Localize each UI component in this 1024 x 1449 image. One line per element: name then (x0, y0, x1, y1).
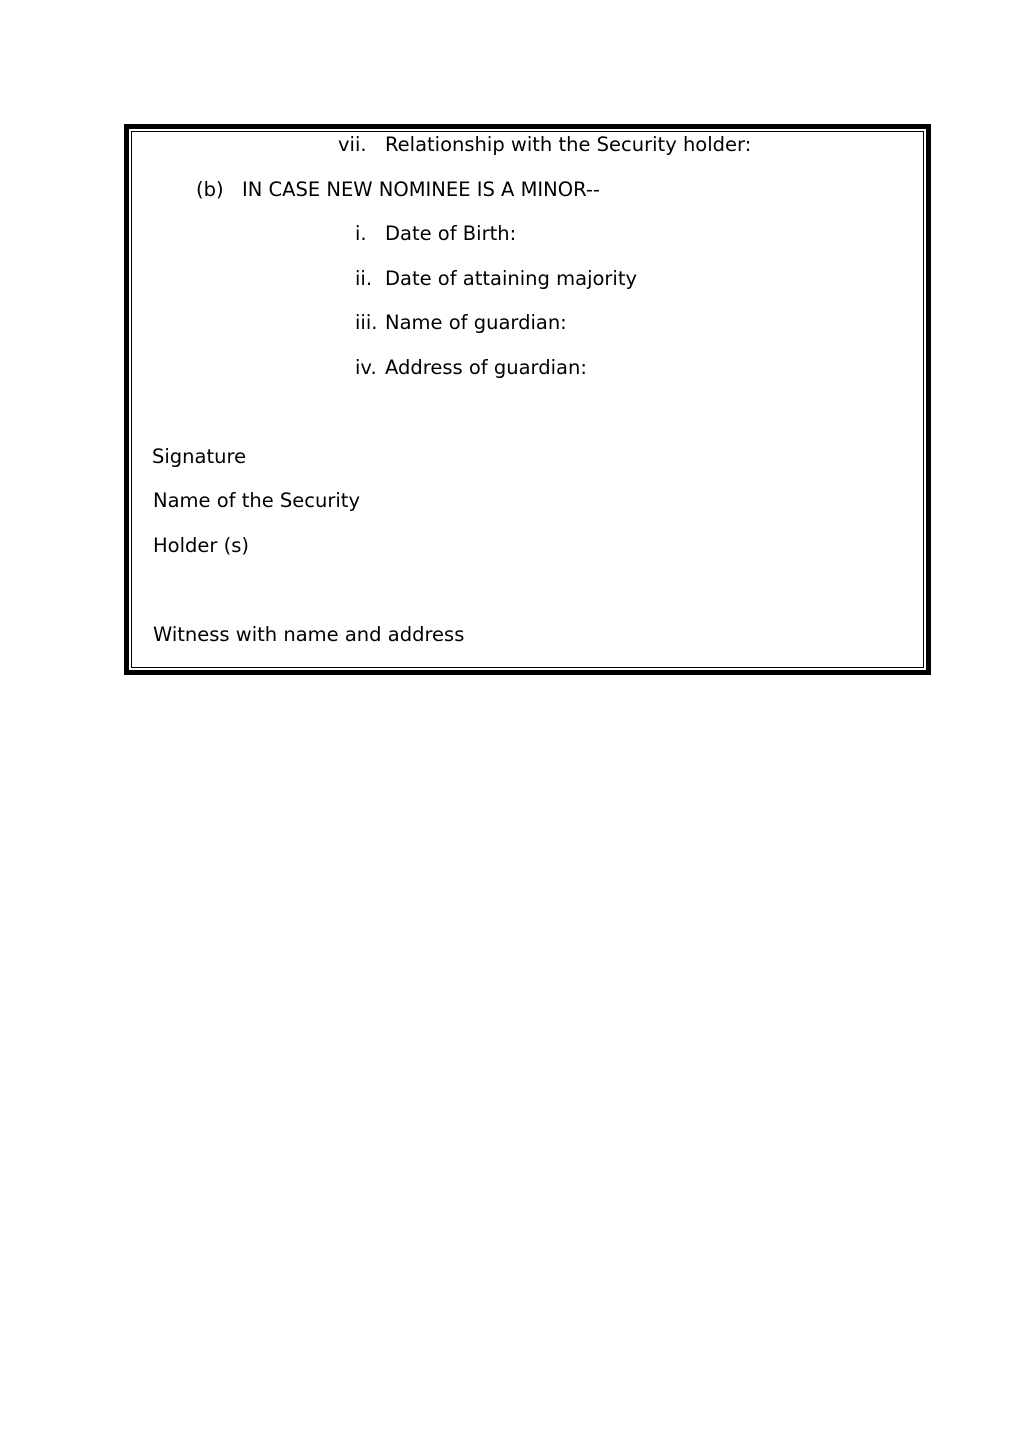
nomination-form-box (124, 124, 931, 675)
form-box-inner-border (131, 131, 924, 668)
witness-label: Witness with name and address (153, 623, 465, 646)
majority-item-label: Date of attaining majority (385, 267, 638, 290)
guardian-name-item-label: Name of guardian: (385, 311, 567, 334)
dob-item-marker: i. (355, 222, 367, 245)
guardian-address-item-marker: iv. (355, 356, 377, 379)
relationship-item-label: Relationship with the Security holder: (385, 133, 752, 156)
minor-section-marker: (b) (196, 178, 224, 201)
guardian-address-item-label: Address of guardian: (385, 356, 587, 379)
signature-label: Signature (152, 445, 247, 468)
relationship-item-marker: vii. (338, 133, 367, 156)
guardian-name-item-marker: iii. (355, 311, 378, 334)
holder-name-label-line2: Holder (s) (153, 534, 249, 557)
majority-item-marker: ii. (355, 267, 373, 290)
dob-item-label: Date of Birth: (385, 222, 517, 245)
minor-section-heading: IN CASE NEW NOMINEE IS A MINOR-- (242, 178, 600, 201)
holder-name-label-line1: Name of the Security (153, 489, 360, 512)
